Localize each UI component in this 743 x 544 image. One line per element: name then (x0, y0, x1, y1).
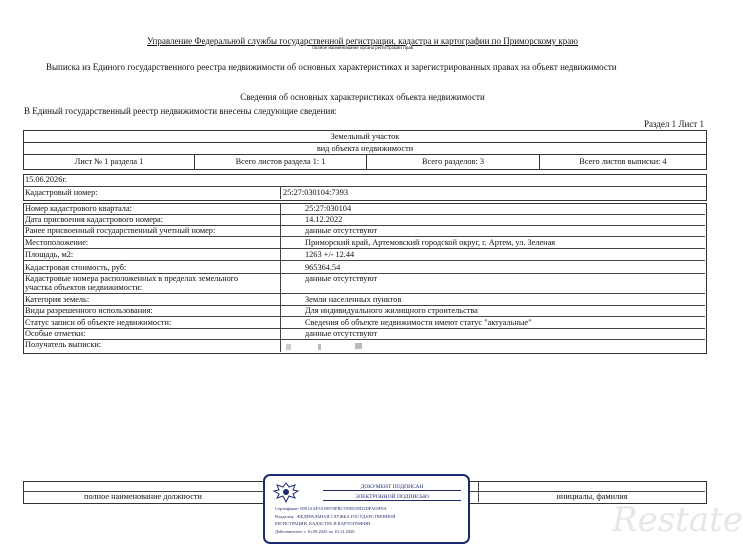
agency-caption: полное наименование органа регистрации прав (312, 46, 413, 51)
extract-title: Выписка из Единого государственного реестра недвижимости об основных характеристиках и зарегистрированных правах на объект недвижимости (46, 62, 617, 72)
stamp-cert: Сертификат: 0091AAF3A59970FBCTE9D3ND2DFA05F8A (275, 506, 387, 511)
section-sheet: Раздел 1 Лист 1 (643, 119, 704, 129)
table-row (23, 263, 705, 274)
stamp-owner2: РЕГИСТРАЦИИ, КАДАСТРА И КАРТОГРАФИИ (275, 521, 371, 526)
signature-stamp (263, 474, 470, 544)
row-label: Местоположение: (25, 238, 89, 247)
extract-date: 15.06.2026г. (25, 175, 67, 184)
table-row (23, 329, 705, 340)
row-value: данные отсутствуют (305, 226, 378, 235)
row-label: Особые отметки: (25, 329, 86, 338)
table-row (23, 238, 705, 249)
emblem-icon (271, 480, 301, 506)
row-value: 965364.54 (305, 263, 341, 272)
total-section-sheets: Всего листов раздела 1: 1 (195, 155, 367, 169)
row-value: 25:27:030104 (305, 204, 352, 213)
row-label: Получатель выписки: (25, 340, 102, 349)
row-value: Земли населенных пунктов (305, 295, 402, 304)
table-row (23, 295, 705, 306)
table-row (23, 318, 705, 329)
row-value: данные отсутствуют (305, 274, 378, 283)
total-sections: Всего разделов: 3 (367, 155, 540, 169)
table-row (23, 306, 705, 317)
total-extract-sheets: Всего листов выписки: 4 (579, 157, 667, 166)
row-value: 1263 +/- 12.44 (305, 250, 355, 259)
row-value: 14.12.2022 (305, 215, 343, 224)
sheets-row (24, 155, 706, 169)
watermark-brand: Restate (612, 500, 743, 540)
row-label: Ранее присвоенный государственный учетный номер: (25, 226, 216, 235)
cadastral-value: 25:27:030104:7393 (283, 188, 348, 197)
cadastral-block (23, 174, 707, 201)
row-label-continued: участка объектов недвижимости: (25, 283, 143, 292)
table-row (23, 204, 705, 215)
row-label: Площадь, м2: (25, 250, 74, 259)
stamp-valid: Действителен: с 16.09.2025 по 10.12.2026 (275, 529, 355, 534)
object-header-box (23, 130, 707, 170)
intro-text: В Единый государственный реестр недвижимости внесены следующие сведения: (24, 106, 337, 116)
row-label: Кадастровая стоимость, руб: (25, 263, 127, 272)
divider (24, 186, 706, 187)
row-label: Дата присвоения кадастрового номера: (25, 215, 164, 224)
divider (280, 186, 281, 199)
row-value: Приморский край, Артемовский городской округ, г. Артем, ул. Зеленая (305, 238, 556, 247)
section-title: Сведения об основных характеристиках объекта недвижимости (240, 92, 485, 102)
stamp-line2: ЭЛЕКТРОННОЙ ПОДПИСЬЮ (323, 494, 461, 501)
sheet-number: Лист № 1 раздела 1 (24, 155, 195, 169)
row-value: данные отсутствуют (305, 329, 378, 338)
name-caption: инициалы, фамилия (556, 492, 628, 501)
stamp-line1: ДОКУМЕНТ ПОДПИСАН (323, 484, 461, 491)
agency-name: Управление Федеральной службы государственной регистрации, кадастра и картографии по Приморскому краю (146, 36, 579, 46)
row-label: Виды разрешенного использования: (25, 306, 153, 315)
object-type-caption: вид объекта недвижимости (24, 143, 706, 155)
object-type: Земельный участок (24, 131, 706, 143)
table-row (23, 226, 705, 237)
row-value: Для индивидуального жилищного строительства (305, 306, 478, 315)
table-row (23, 274, 705, 294)
row-label: Кадастровые номера расположенных в пределах земельного (25, 274, 239, 283)
cadastral-label: Кадастровый номер: (25, 188, 98, 197)
stamp-owner1: ФЕДЕРАЛЬНАЯ СЛУЖБА ГОСУДАРСТВЕННОЙ (297, 514, 396, 519)
redaction-mark (286, 344, 291, 350)
row-label: Номер кадастрового квартала: (25, 204, 132, 213)
row-label: Категория земель: (25, 295, 90, 304)
table-row (23, 215, 705, 226)
table-row (23, 250, 705, 261)
redaction-mark (318, 344, 321, 350)
position-caption: полное наименование должности (84, 492, 202, 501)
redaction-mark (355, 343, 362, 349)
row-label: Статус записи об объекте недвижимости: (25, 318, 172, 327)
table-row (23, 340, 705, 350)
row-value: Сведения об объекте недвижимости имеют статус "актуальные" (305, 318, 532, 327)
stamp-owner-label: Владелец: (275, 514, 295, 519)
